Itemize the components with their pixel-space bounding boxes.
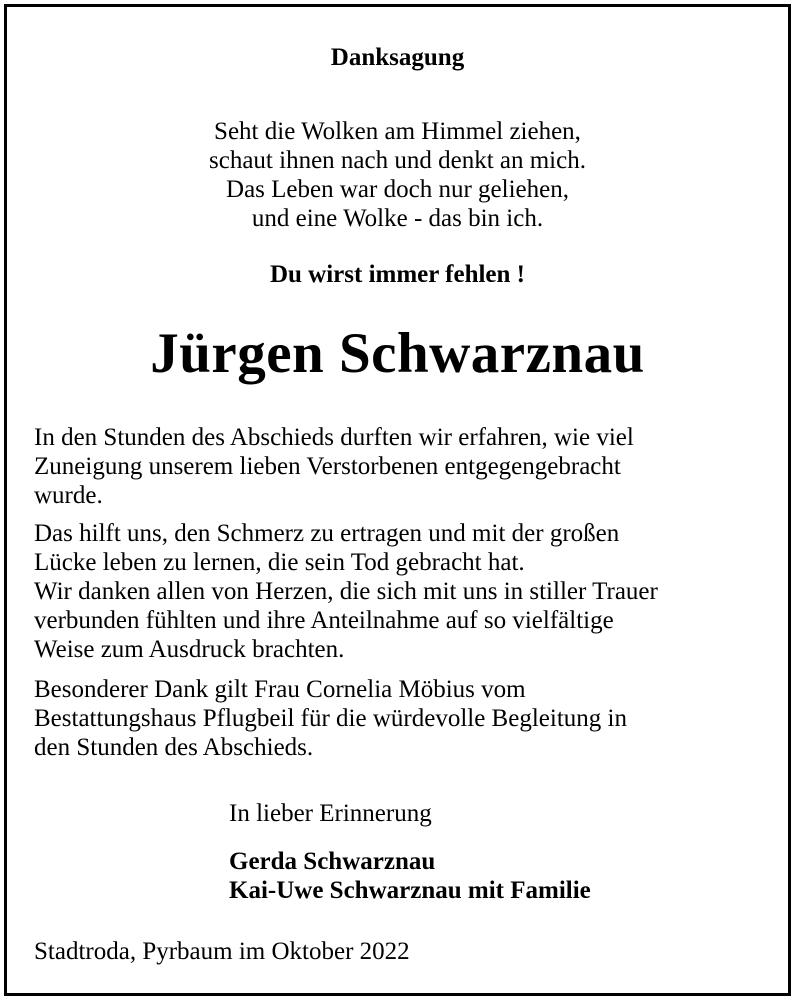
- notice-heading: Danksagung: [330, 44, 465, 71]
- poem-line: schaut ihnen nach und denkt an mich.: [209, 147, 586, 174]
- thanks-paragraph-2: [34, 519, 774, 664]
- paragraph-line: den Stunden des Abschieds.: [34, 734, 314, 761]
- paragraph-line: Zuneigung unserem lieben Verstorbenen entgegengebracht: [34, 453, 621, 480]
- paragraph-line: wurde.: [34, 482, 103, 509]
- paragraph-line: Das hilft uns, den Schmerz zu ertragen und mit der großen: [34, 520, 620, 547]
- paragraph-line: Besonderer Dank gilt Frau Cornelia Möbius vom: [34, 676, 526, 703]
- paragraph-line: In den Stunden des Abschieds durften wir erfahren, wie viel: [34, 424, 634, 451]
- thanks-paragraph-1: [34, 423, 774, 510]
- thanks-paragraph-3: [34, 675, 774, 762]
- deceased-name: Jürgen Schwarznau: [150, 322, 645, 385]
- signers: [229, 847, 591, 905]
- paragraph-line: Weise zum Ausdruck brachten.: [34, 636, 345, 663]
- closing-phrase: In lieber Erinnerung: [229, 800, 432, 827]
- signer-name: Gerda Schwarznau: [229, 848, 436, 875]
- paragraph-line: Wir danken allen von Herzen, die sich mit uns in stiller Trauer: [34, 578, 658, 605]
- poem-line: Seht die Wolken am Himmel ziehen,: [214, 118, 581, 145]
- motto: Du wirst immer fehlen !: [269, 261, 526, 288]
- poem-line: und eine Wolke - das bin ich.: [251, 205, 544, 232]
- poem-line: Das Leben war doch nur geliehen,: [226, 176, 569, 203]
- poem: [7, 117, 788, 233]
- paragraph-line: verbunden fühlten und ihre Anteilnahme auf so vielfältige: [34, 607, 614, 634]
- place-date: Stadtroda, Pyrbaum im Oktober 2022: [34, 938, 410, 965]
- paragraph-line: Bestattungshaus Pflugbeil für die würdevolle Begleitung in: [34, 705, 627, 732]
- obituary-notice: [4, 4, 791, 996]
- signer-name: Kai-Uwe Schwarznau mit Familie: [229, 877, 591, 904]
- paragraph-line: Lücke leben zu lernen, die sein Tod gebracht hat.: [34, 549, 525, 576]
